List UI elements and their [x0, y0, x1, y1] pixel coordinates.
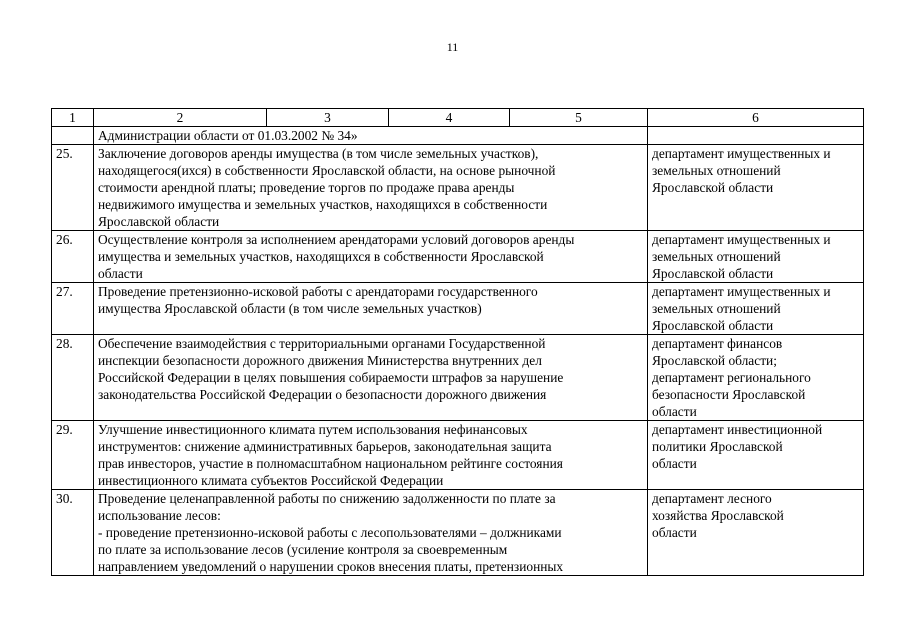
department-line: Ярославской области	[652, 180, 774, 195]
department-line: департамент инвестиционной	[652, 422, 823, 437]
description-line: Обеспечение взаимодействия с территориальными органами Государственной	[98, 336, 546, 351]
description-line: области	[98, 266, 143, 281]
department-line: политики Ярославской	[652, 439, 783, 454]
department-line: безопасности Ярославской	[652, 387, 806, 402]
header-col-6: 6	[648, 109, 864, 127]
description-line: имущества Ярославской области (в том числе земельных участков)	[98, 301, 482, 316]
description-line: использование лесов:	[98, 508, 221, 523]
measure-description	[94, 231, 648, 283]
page-number: 11	[446, 40, 459, 54]
department-line: земельных отношений	[652, 163, 781, 178]
row-number: 27.	[52, 283, 94, 335]
header-col-2: 2	[94, 109, 267, 127]
description-line: стоимости арендной платы; проведение торгов по продаже права аренды	[98, 180, 515, 195]
description-line: Осуществление контроля за исполнением арендаторами условий договоров аренды	[98, 232, 575, 247]
responsible-department	[648, 335, 864, 421]
description-line: имущества и земельных участков, находящихся в собственности Ярославской	[98, 249, 544, 264]
responsible-department	[648, 231, 864, 283]
table-row	[52, 231, 864, 283]
description-line: Заключение договоров аренды имущества (в том числе земельных участков),	[98, 146, 539, 161]
table-row	[52, 335, 864, 421]
department-line: департамент финансов	[652, 336, 783, 351]
description-line: Улучшение инвестиционного климата путем использования нефинансовых	[98, 422, 528, 437]
description-line: направлением уведомлений о нарушении сроков внесения платы, претензионных	[98, 559, 564, 574]
department-line: департамент имущественных и	[652, 284, 831, 299]
department-line: департамент имущественных и	[652, 232, 831, 247]
description-line: инвестиционного климата субъектов Российской Федерации	[98, 473, 444, 488]
description-line: прав инвесторов, участие в полномасштабном национальном рейтинге состояния	[98, 456, 563, 471]
description-line: недвижимого имущества и земельных участков, находящихся в собственности	[98, 197, 548, 212]
department-line: Ярославской области;	[652, 353, 777, 368]
description-line: Ярославской области	[98, 214, 220, 229]
header-col-4: 4	[389, 109, 510, 127]
description-line: инспекции безопасности дорожного движения Министерства внутренних дел	[98, 353, 542, 368]
table-row	[52, 145, 864, 231]
table-row	[52, 490, 864, 576]
department-line: земельных отношений	[652, 301, 781, 316]
measure-description	[94, 421, 648, 490]
measure-description	[94, 283, 648, 335]
department-line: Ярославской области	[652, 266, 774, 281]
department-line: области	[652, 456, 697, 471]
continuation-text: Администрации области от 01.03.2002 № 34»	[94, 127, 648, 145]
row-number: 25.	[52, 145, 94, 231]
row-number: 26.	[52, 231, 94, 283]
description-line: - проведение претензионно-исковой работы с лесопользователями – должниками	[98, 525, 562, 540]
department-line: департамент лесного	[652, 491, 772, 506]
measures-table	[51, 108, 864, 576]
responsible-department	[648, 283, 864, 335]
responsible-department	[648, 490, 864, 576]
department-line: хозяйства Ярославской	[652, 508, 784, 523]
department-line: области	[652, 404, 697, 419]
department-line: департамент регионального	[652, 370, 811, 385]
row-number: 28.	[52, 335, 94, 421]
continuation-resp	[648, 127, 864, 145]
header-col-5: 5	[510, 109, 648, 127]
continuation-num	[52, 127, 94, 145]
department-line: области	[652, 525, 697, 540]
row-number: 30.	[52, 490, 94, 576]
continuation-row	[52, 127, 864, 145]
description-line: Проведение целенаправленной работы по снижению задолженности по плате за	[98, 491, 556, 506]
department-line: департамент имущественных и	[652, 146, 831, 161]
description-line: законодательства Российской Федерации о безопасности дорожного движения	[98, 387, 547, 402]
responsible-department	[648, 145, 864, 231]
measure-description	[94, 335, 648, 421]
table-header-row	[52, 109, 864, 127]
header-col-1: 1	[52, 109, 94, 127]
description-line: Российской Федерации в целях повышения собираемости штрафов за нарушение	[98, 370, 564, 385]
description-line: инструментов: снижение административных барьеров, законодательная защита	[98, 439, 552, 454]
description-line: Проведение претензионно-исковой работы с арендаторами государственного	[98, 284, 538, 299]
table-row	[52, 421, 864, 490]
department-line: земельных отношений	[652, 249, 781, 264]
row-number: 29.	[52, 421, 94, 490]
description-line: находящегося(ихся) в собственности Ярославской области, на основе рыночной	[98, 163, 556, 178]
department-line: Ярославской области	[652, 318, 774, 333]
table-row	[52, 283, 864, 335]
measure-description	[94, 145, 648, 231]
measure-description	[94, 490, 648, 576]
header-col-3: 3	[267, 109, 389, 127]
description-line: по плате за использование лесов (усиление контроля за своевременным	[98, 542, 508, 557]
responsible-department	[648, 421, 864, 490]
